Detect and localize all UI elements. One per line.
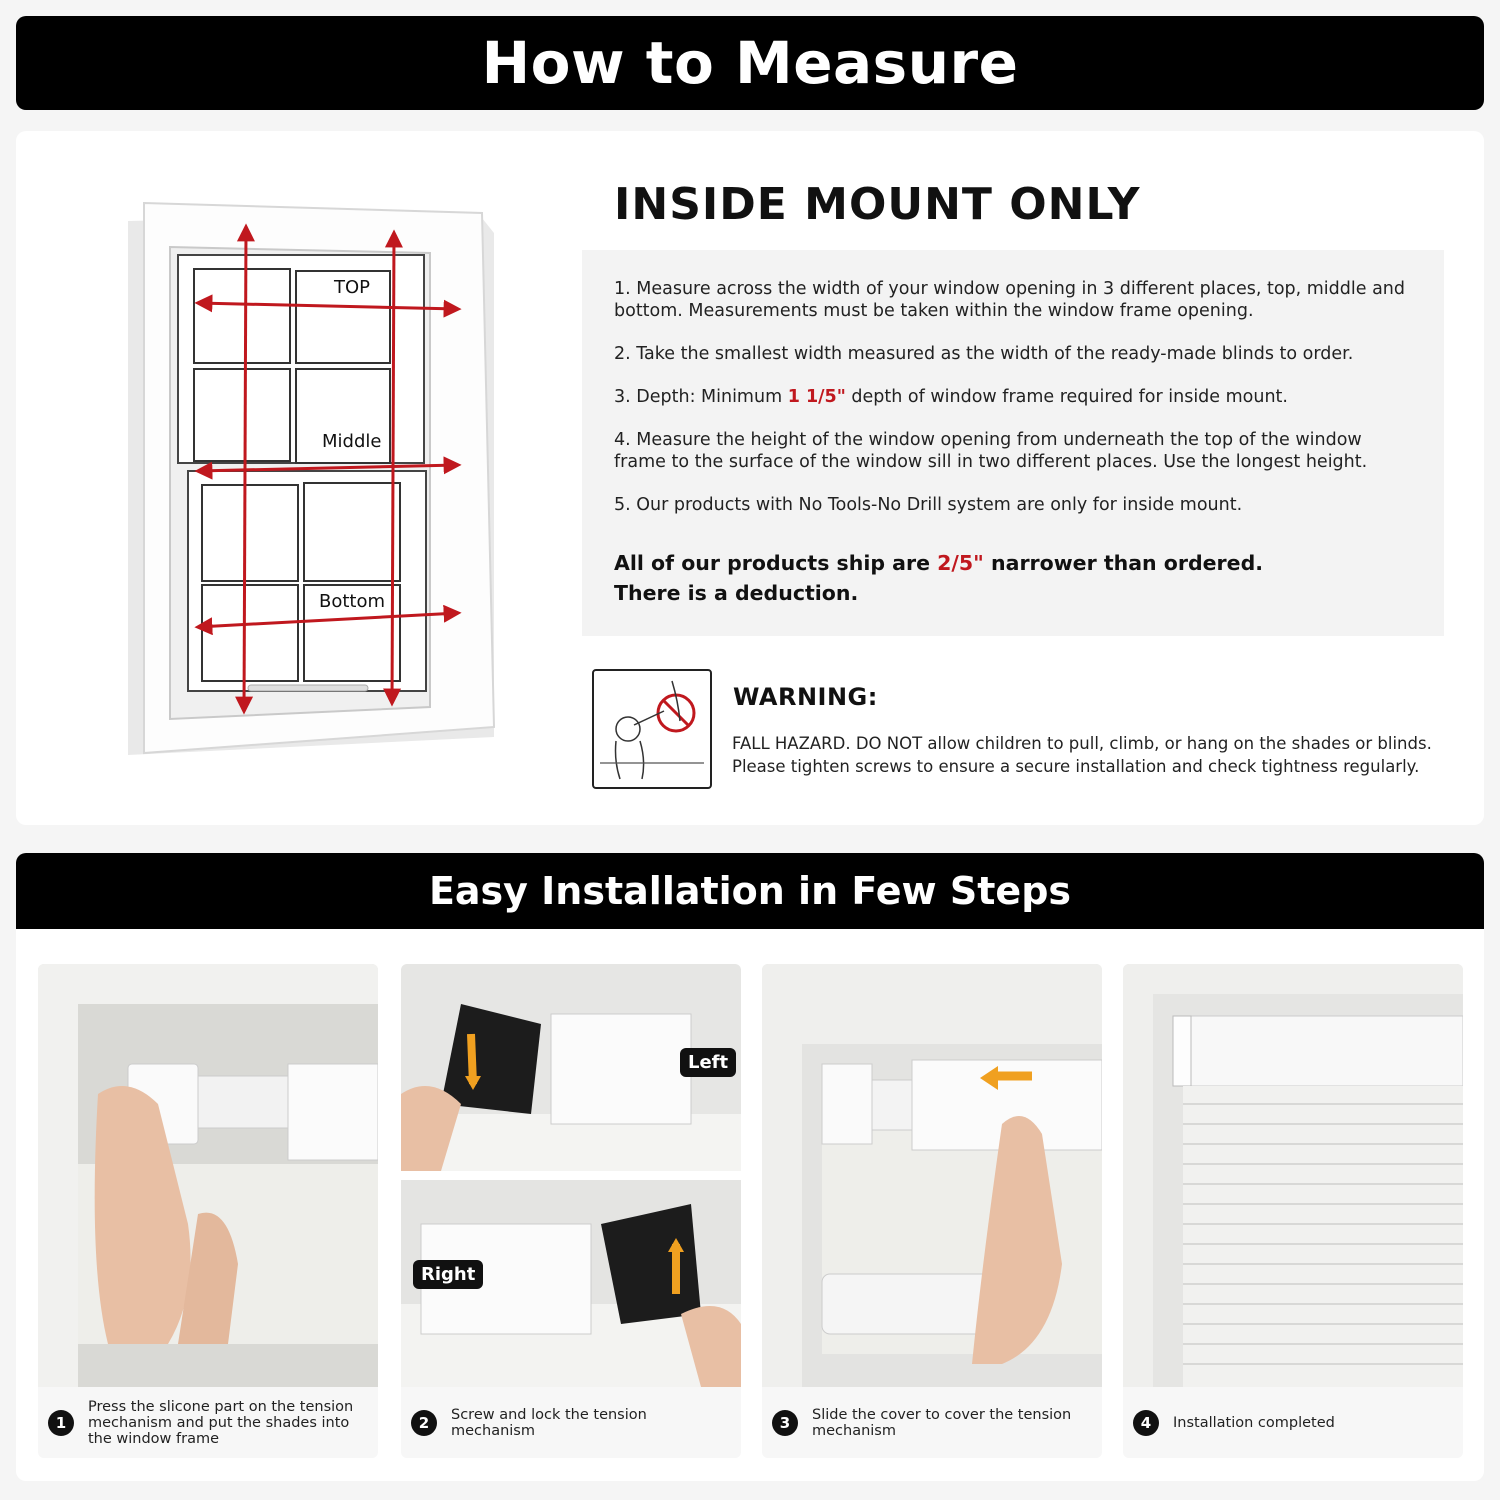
deduction-value: 2/5": [937, 551, 984, 575]
label-top: TOP: [334, 277, 371, 298]
step-4-text: Installation completed: [1173, 1414, 1335, 1431]
step-1-number: 1: [48, 1410, 74, 1436]
step-2-photo: [401, 964, 741, 1387]
step-2-number: 2: [411, 1410, 437, 1436]
instruction-3: 3. Depth: Minimum 1 1/5" depth of window frame required for inside mount.: [614, 387, 1288, 407]
label-bottom: Bottom: [319, 591, 386, 612]
step-3-photo: [762, 964, 1102, 1387]
ship-note: All of our products ship are 2/5" narrower than ordered. There is a deduction.: [614, 551, 1264, 605]
step-1-photo: [38, 964, 378, 1387]
instruction-4: 4. Measure the height of the window opening from underneath the top of the window frame to the surface of the window sill in two different places. Use the longest height.: [614, 430, 1368, 472]
warning-title: WARNING:: [733, 683, 878, 711]
step-2-caption: [401, 1387, 741, 1458]
instructions-box: [582, 250, 1444, 636]
how-to-measure-banner: [16, 16, 1484, 110]
instruction-1: 1. Measure across the width of your window opening in 3 different places, top, middle and bottom. Measurements must be taken within the window frame opening.: [614, 279, 1406, 321]
step-3-card: [762, 964, 1102, 1458]
left-side-tag: Left: [680, 1048, 736, 1077]
step-4-caption: [1123, 1387, 1463, 1458]
right-side-tag: Right: [413, 1260, 483, 1289]
warning-text: FALL HAZARD. DO NOT allow children to pull, climb, or hang on the shades or blinds. Please tighten screws to ensure a secure installation and check tightness regularly.: [732, 734, 1432, 776]
step-1-card: [38, 964, 378, 1458]
step-2-text: Screw and lock the tension mechanism: [451, 1406, 647, 1439]
how-to-measure-title: How to Measure: [481, 29, 1019, 97]
step-3-text: Slide the cover to cover the tension mechanism: [812, 1406, 1072, 1439]
step-2-card: [401, 964, 741, 1458]
step-3-caption: [762, 1387, 1102, 1458]
installation-title: Easy Installation in Few Steps: [428, 869, 1072, 913]
installation-panel: [16, 929, 1484, 1481]
window-measure-diagram: [112, 197, 496, 837]
installation-banner: [16, 853, 1484, 929]
step-4-card: [1123, 964, 1463, 1458]
step-1-text: Press the slicone part on the tension mechanism and put the shades into the window frame: [88, 1398, 354, 1447]
step-4-photo: [1123, 964, 1463, 1387]
step-1-caption: [38, 1387, 378, 1458]
depth-value: 1 1/5": [787, 387, 846, 407]
measure-panel: [16, 131, 1484, 825]
fall-hazard-icon: [592, 669, 712, 789]
step-4-number: 4: [1133, 1410, 1159, 1436]
label-middle: Middle: [322, 431, 382, 452]
instruction-5: 5. Our products with No Tools-No Drill system are only for inside mount.: [614, 495, 1243, 515]
step-3-number: 3: [772, 1410, 798, 1436]
instruction-2: 2. Take the smallest width measured as the width of the ready-made blinds to order.: [614, 344, 1354, 364]
mount-title: INSIDE MOUNT ONLY: [614, 179, 1141, 230]
